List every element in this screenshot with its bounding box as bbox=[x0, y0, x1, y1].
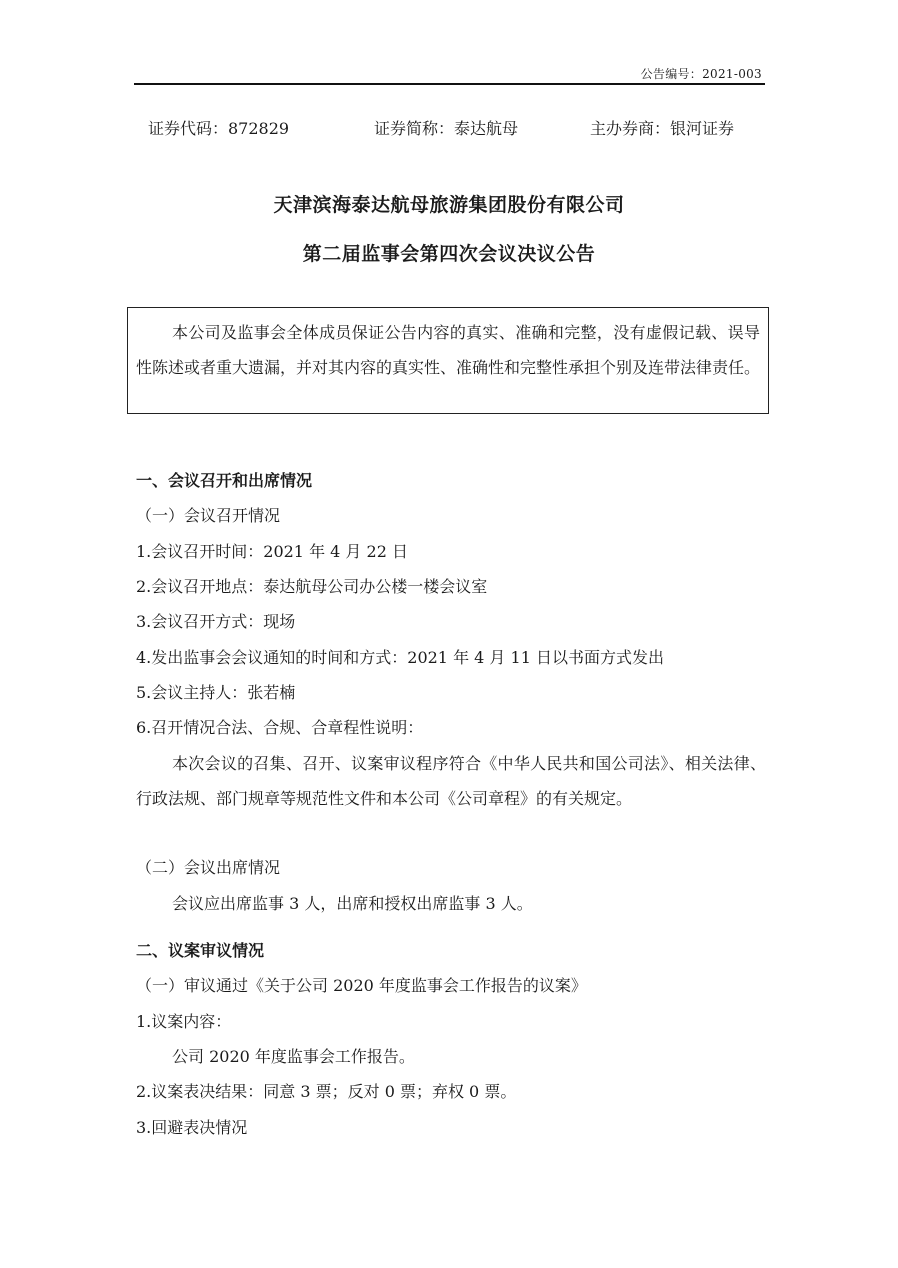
proposal-content: 公司 2020 年度监事会工作报告。 bbox=[172, 1047, 415, 1066]
list-item: 6.召开情况合法、合规、合章程性说明： bbox=[136, 718, 424, 737]
announcement-title: 第二届监事会第四次会议决议公告 bbox=[302, 243, 596, 265]
section2-heading: 二、议案审议情况 bbox=[136, 941, 265, 960]
attendance-text: 会议应出席监事 3 人，出席和授权出席监事 3 人。 bbox=[172, 894, 533, 913]
disclaimer-text: 本公司及监事会全体成员保证公告内容的真实、准确和完整，没有虚假记载、误导性陈述或者重大遗漏，并对其内容的真实性、准确性和完整性承担个别及连带法律责任。 bbox=[136, 323, 761, 377]
vote-result: 2.议案表决结果：同意 3 票；反对 0 票；弃权 0 票。 bbox=[136, 1082, 517, 1101]
section2-sub1: （一）审议通过《关于公司 2020 年度监事会工作报告的议案》 bbox=[136, 976, 587, 995]
list-item: 5.会议主持人：张若楠 bbox=[136, 683, 296, 702]
sponsor-broker: 主办券商：银河证券 bbox=[590, 119, 735, 138]
list-item: 2.会议召开地点：泰达航母公司办公楼一楼会议室 bbox=[136, 577, 488, 596]
company-title: 天津滨海泰达航母旅游集团股份有限公司 bbox=[273, 194, 625, 216]
list-item: 1.会议召开时间：2021 年 4 月 22 日 bbox=[136, 542, 408, 561]
list-item: 4.发出监事会会议通知的时间和方式：2021 年 4 月 11 日以书面方式发出 bbox=[136, 648, 664, 667]
list-item: 3.会议召开方式：现场 bbox=[136, 612, 296, 631]
compliance-paragraph: 本次会议的召集、召开、议案审议程序符合《中华人民共和国公司法》、相关法律、行政法规、部门规章等规范性文件和本公司《公司章程》的有关规定。 bbox=[136, 754, 766, 808]
proposal-content-label: 1.议案内容： bbox=[136, 1012, 232, 1031]
security-short-name: 证券简称：泰达航母 bbox=[374, 119, 519, 138]
header-divider bbox=[134, 83, 765, 85]
section1-sub1: （一）会议召开情况 bbox=[136, 506, 281, 525]
security-code: 证券代码：872829 bbox=[148, 119, 290, 138]
section1-sub2: （二）会议出席情况 bbox=[136, 858, 281, 877]
recusal-heading: 3.回避表决情况 bbox=[136, 1118, 248, 1137]
section1-heading: 一、会议召开和出席情况 bbox=[136, 471, 313, 490]
disclaimer-box bbox=[127, 307, 769, 414]
announcement-number: 公告编号：2021-003 bbox=[640, 67, 762, 81]
